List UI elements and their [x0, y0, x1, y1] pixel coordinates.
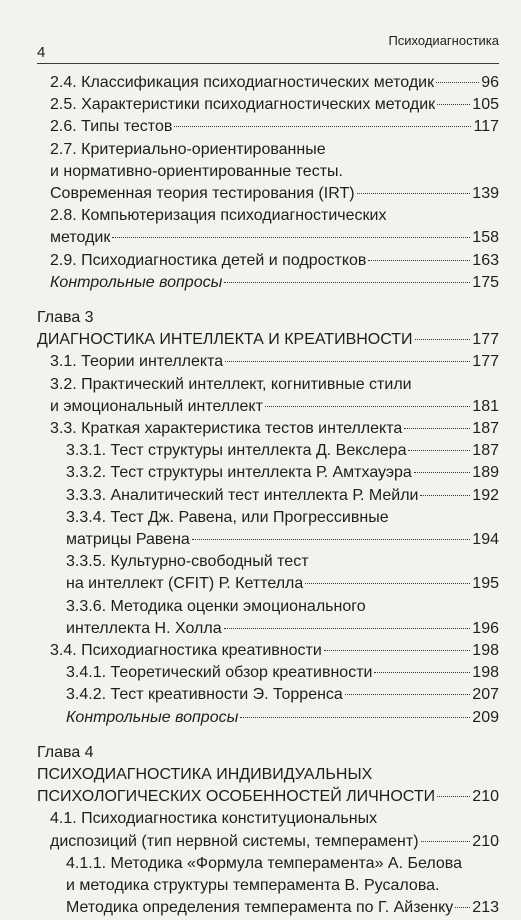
toc-entry-title: 3.4.1. Теоретический обзор креативности [66, 664, 373, 682]
toc-subentry[interactable] [66, 528, 499, 552]
toc-entry-title: 2.9. Психодиагностика детей и подростков [50, 251, 367, 269]
dot-leader [374, 672, 470, 673]
dot-leader [174, 126, 471, 127]
toc-subentry[interactable] [66, 461, 499, 485]
dot-leader [112, 237, 470, 238]
toc-entry-page: 189 [472, 464, 499, 482]
toc-entry-page: 139 [472, 185, 499, 202]
toc-entry-page: 105 [472, 96, 499, 114]
toc-subentry[interactable] [66, 439, 499, 463]
toc-entry-title: 3.3.3. Аналитический тест интеллекта Р. Мейли [66, 486, 419, 504]
chapter-title-entry[interactable] [37, 785, 499, 809]
dot-leader [437, 796, 470, 797]
toc-entry-line: 4.1. Психодиагностика конституциональных [50, 810, 378, 828]
toc-entry-page: 213 [472, 899, 499, 917]
toc-entry-line: 3.2. Практический интеллект, когнитивные стили [50, 375, 412, 393]
toc-subentry[interactable] [66, 484, 499, 508]
dot-leader [404, 428, 470, 429]
toc-entry[interactable] [50, 93, 499, 117]
toc-entry[interactable] [50, 395, 499, 419]
toc-entry-page: 117 [473, 118, 499, 136]
toc-entry-title: Методика определения темперамента по Г. Айзенку [66, 899, 454, 917]
dot-leader [345, 694, 470, 695]
toc-entry-page: 194 [472, 531, 499, 548]
toc-subentry[interactable] [66, 683, 499, 707]
toc-entry-line: 3.3.4. Тест Дж. Равена, или Прогрессивные [66, 508, 389, 526]
chapter-title-entry[interactable] [37, 328, 499, 352]
toc-entry-page: 163 [472, 251, 499, 269]
toc-entry-title: 2.6. Типы тестов [50, 118, 173, 136]
running-head [0, 0, 521, 66]
dot-leader [436, 82, 479, 83]
dot-leader [421, 841, 471, 842]
toc-entry-line: 3.3.6. Методика оценки эмоционального [66, 597, 366, 615]
dot-leader [224, 628, 471, 629]
dot-leader [415, 339, 471, 340]
toc-entry-page: 96 [481, 74, 499, 91]
toc-entry-title: 3.1. Теории интеллекта [50, 353, 224, 371]
toc-entry-line: и нормативно-ориентированные тесты. [50, 162, 343, 180]
dot-leader [224, 282, 470, 283]
chapter-label: Глава 3 [37, 309, 94, 326]
page-number: 4 [37, 44, 46, 61]
toc-entry[interactable] [50, 71, 499, 95]
dot-leader [408, 450, 470, 451]
toc-entry-title: 2.4. Классификация психодиагностических методик [50, 74, 435, 91]
toc-entry-page: 198 [472, 664, 499, 682]
toc-entry-title: методик [50, 229, 111, 247]
toc-entry-title: диспозиций (тип нервной системы, темперамент) [50, 832, 419, 850]
toc-entry-title: 3.4. Психодиагностика креативности [50, 642, 322, 659]
toc-entry[interactable] [50, 249, 499, 273]
dot-leader [357, 193, 471, 194]
toc-entry[interactable] [50, 182, 499, 206]
toc-entry-title: 3.3. Краткая характеристика тестов интеллекта [50, 420, 403, 437]
dot-leader [368, 260, 470, 261]
toc-entry-title: 2.5. Характеристики психодиагностических методик [50, 96, 436, 114]
toc-entry-title: Контрольные вопросы [50, 273, 223, 291]
toc-entry-title: ПСИХОЛОГИЧЕСКИХ ОСОБЕННОСТЕЙ ЛИЧНОСТИ [37, 788, 436, 806]
dot-leader [420, 495, 470, 496]
toc-entry-title: Контрольные вопросы [66, 708, 239, 726]
toc-entry-page: 177 [472, 353, 499, 371]
toc-entry-line: и методика структуры темперамента В. Русалова. [66, 877, 440, 894]
toc-subentry[interactable] [66, 617, 499, 641]
toc-entry-line: 2.8. Компьютеризация психодиагностических [50, 207, 387, 225]
toc-entry[interactable] [50, 639, 499, 663]
chapter-title-line: ПСИХОДИАГНОСТИКА ИНДИВИДУАЛЬНЫХ [37, 766, 373, 783]
dot-leader [414, 472, 470, 473]
toc-entry-line: 2.7. Критериально-ориентированные [50, 140, 326, 158]
toc-entry-page: 192 [472, 486, 499, 504]
dot-leader [265, 406, 470, 407]
toc-entry-title: матрицы Равена [66, 531, 190, 548]
toc-entry[interactable] [50, 115, 499, 139]
toc-entry-title: интеллекта Н. Холла [66, 619, 222, 637]
toc-entry-title: на интеллект (CFIT) Р. Кеттелла [66, 575, 304, 593]
toc-entry-page: 187 [472, 442, 499, 460]
dot-leader [324, 650, 471, 651]
toc-entry-page: 195 [472, 575, 499, 593]
chapter-label: Глава 4 [37, 743, 94, 761]
toc-entry-page: 198 [472, 642, 499, 659]
toc-entry-page: 158 [472, 229, 499, 247]
toc-entry-title: 3.4.2. Тест креативности Э. Торренса [66, 686, 343, 704]
toc-entry[interactable] [50, 271, 499, 295]
dot-leader [437, 104, 470, 105]
toc-entry-page: 210 [472, 788, 499, 806]
toc-entry-page: 209 [472, 708, 499, 726]
toc-entry-title: и эмоциональный интеллект [50, 397, 263, 415]
toc-entry-title: 3.3.2. Тест структуры интеллекта Р. Амтхауэра [66, 464, 412, 482]
toc-entry-title: ДИАГНОСТИКА ИНТЕЛЛЕКТА И КРЕАТИВНОСТИ [37, 331, 413, 349]
running-title: Психодиагностика [388, 33, 499, 48]
toc-subentry[interactable] [66, 572, 499, 596]
toc-entry-page: 210 [472, 832, 499, 850]
toc-entry-page: 196 [472, 619, 499, 637]
toc-entry-title: 3.3.1. Тест структуры интеллекта Д. Векслера [66, 442, 407, 460]
header-rule [37, 63, 499, 64]
toc-entry-line: 3.3.5. Культурно-свободный тест [66, 553, 309, 571]
dot-leader [305, 583, 470, 584]
toc-entry-page: 187 [472, 420, 499, 437]
dot-leader [455, 907, 470, 908]
toc-entry-line: 4.1.1. Методика «Формула темперамента» А. Белова [66, 854, 462, 872]
toc-subentry[interactable] [66, 661, 499, 685]
toc-entry-page: 177 [472, 331, 499, 349]
toc-entry-page: 175 [472, 273, 499, 291]
toc-entry[interactable] [50, 830, 499, 854]
toc-entry[interactable] [66, 706, 499, 730]
dot-leader [240, 717, 470, 718]
toc-entry[interactable] [50, 226, 499, 250]
dot-leader [192, 539, 470, 540]
toc-entry[interactable] [50, 350, 499, 374]
toc-entry-title: Современная теория тестирования (IRT) [50, 185, 355, 202]
toc-entry-page: 207 [472, 686, 499, 704]
dot-leader [225, 361, 470, 362]
toc-entry-page: 181 [472, 397, 499, 415]
toc-entry[interactable] [50, 417, 499, 441]
